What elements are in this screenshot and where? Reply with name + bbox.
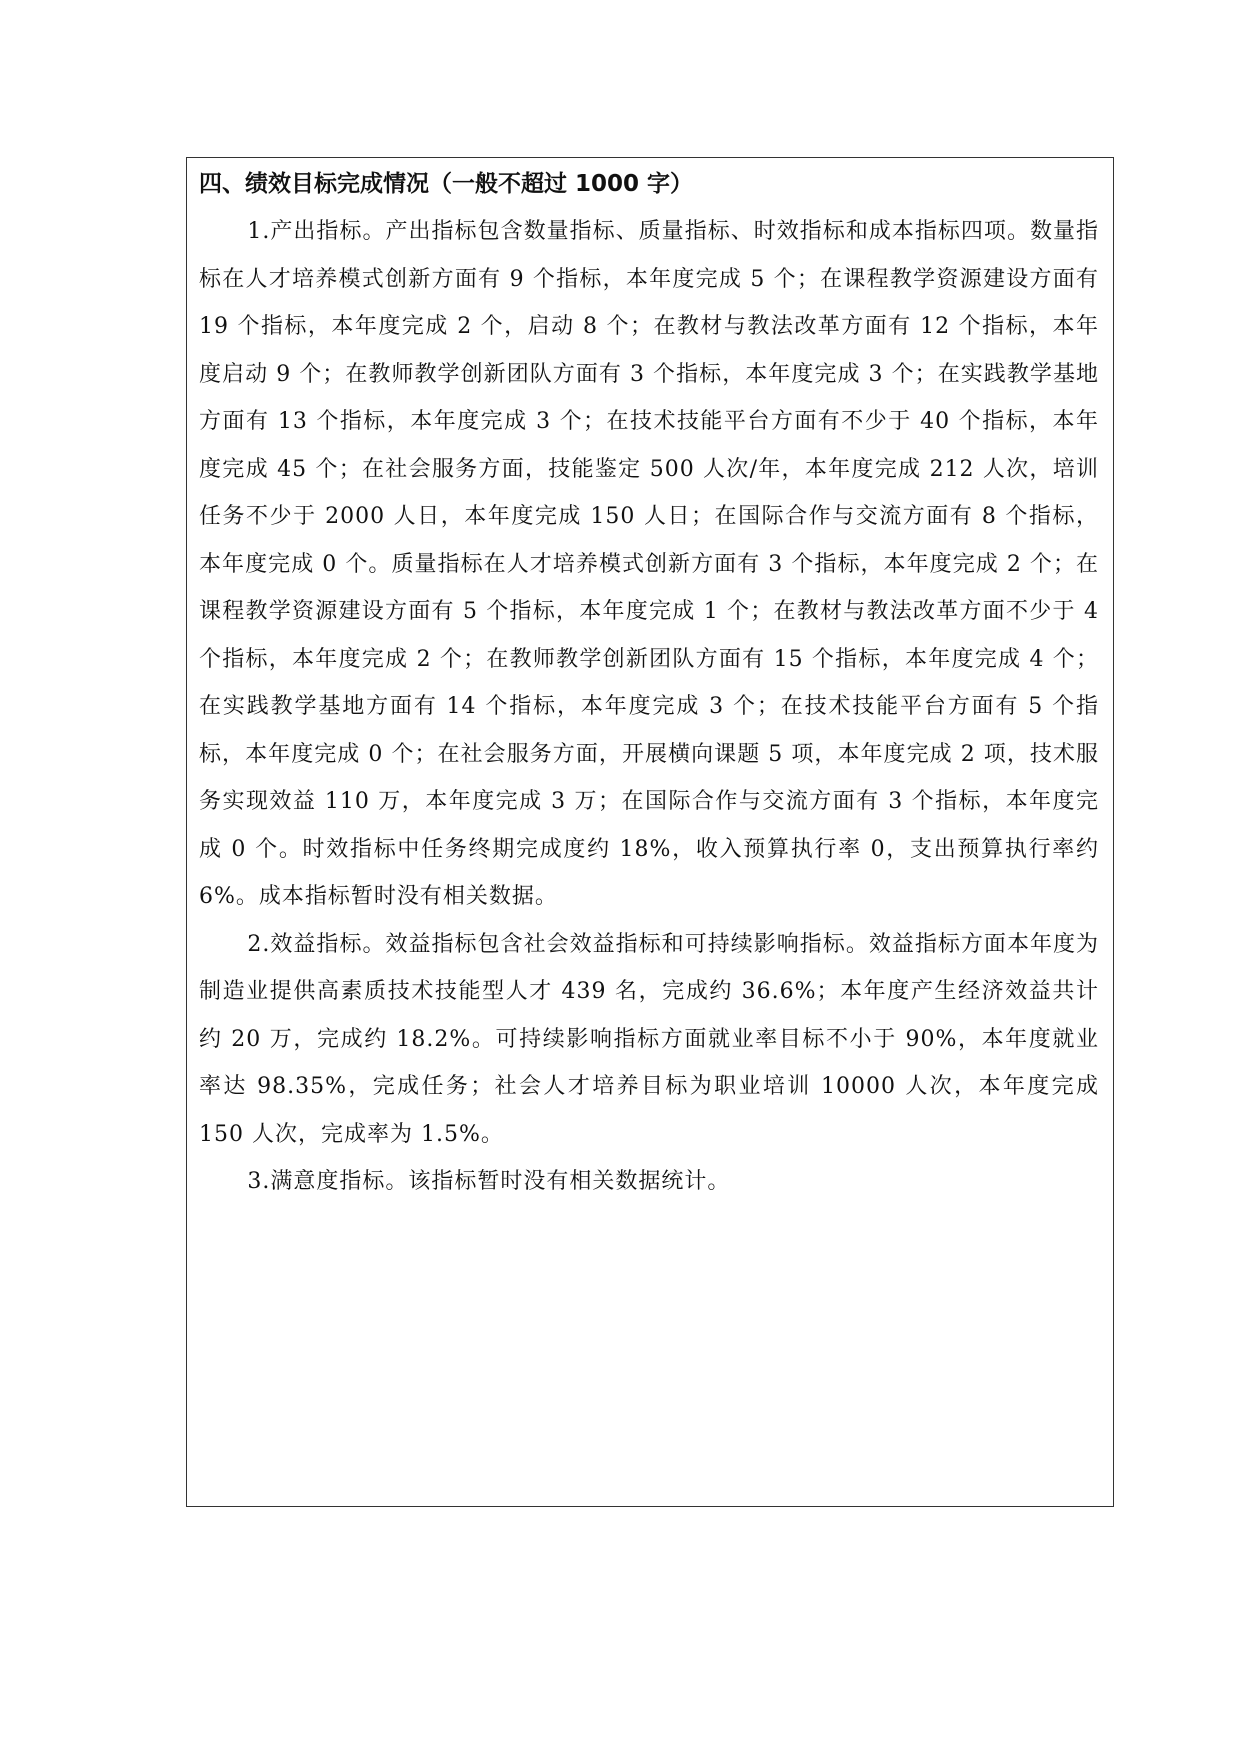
- paragraph-output-indicators: 1.产出指标。产出指标包含数量指标、质量指标、时效指标和成本指标四项。数量指标在人才培养模式创新方面有 9 个指标，本年度完成 5 个；在课程教学资源建设方面有 19 个指标，本年度完成 2 个，启动 8 个；在教材与教法改革方面有 12 个指标，本年度启动 9 个；在教师教学创新团队方面有 3 个指标，本年度完成 3 个；在实践教学基地方面有 13 个指标，本年度完成 3 个；在技术技能平台方面有不少于 40 个指标，本年度完成 45 个；在社会服务方面，技能鉴定 500 人次/年，本年度完成 212 人次，培训任务不少于 2000 人日，本年度完成 150 人日；在国际合作与交流方面有 8 个指标，本年度完成 0 个。质量指标在人才培养模式创新方面有 3 个指标，本年度完成 2 个；在课程教学资源建设方面有 5 个指标，本年度完成 1 个；在教材与教法改革方面不少于 4 个指标，本年度完成 2 个；在教师教学创新团队方面有 15 个指标，本年度完成 4 个；在实践教学基地方面有 14 个指标，本年度完成 3 个；在技术技能平台方面有 5 个指标，本年度完成 0 个；在社会服务方面，开展横向课题 5 项，本年度完成 2 项，技术服务实现效益 110 万，本年度完成 3 万；在国际合作与交流方面有 3 个指标，本年度完成 0 个。时效指标中任务终期完成度约 18%，收入预算执行率 0，支出预算执行率约 6%。成本指标暂时没有相关数据。: [199, 219, 1099, 909]
- form-section-box: [186, 157, 1114, 1507]
- paragraph-benefit-indicators: 2.效益指标。效益指标包含社会效益指标和可持续影响指标。效益指标方面本年度为制造业提供高素质技术技能型人才 439 名，完成约 36.6%；本年度产生经济效益共计约 20 万，完成约 18.2%。可持续影响指标方面就业率目标不小于 90%，本年度就业率达 98.35%，完成任务；社会人才培养目标为职业培训 10000 人次，本年度完成 150 人次，完成率为 1.5%。: [199, 931, 1099, 1147]
- paragraph-satisfaction-indicators: 3.满意度指标。该指标暂时没有相关数据统计。: [247, 1169, 731, 1194]
- section-heading: 四、绩效目标完成情况（一般不超过 1000 字）: [199, 171, 694, 197]
- section-body: [199, 208, 1099, 1206]
